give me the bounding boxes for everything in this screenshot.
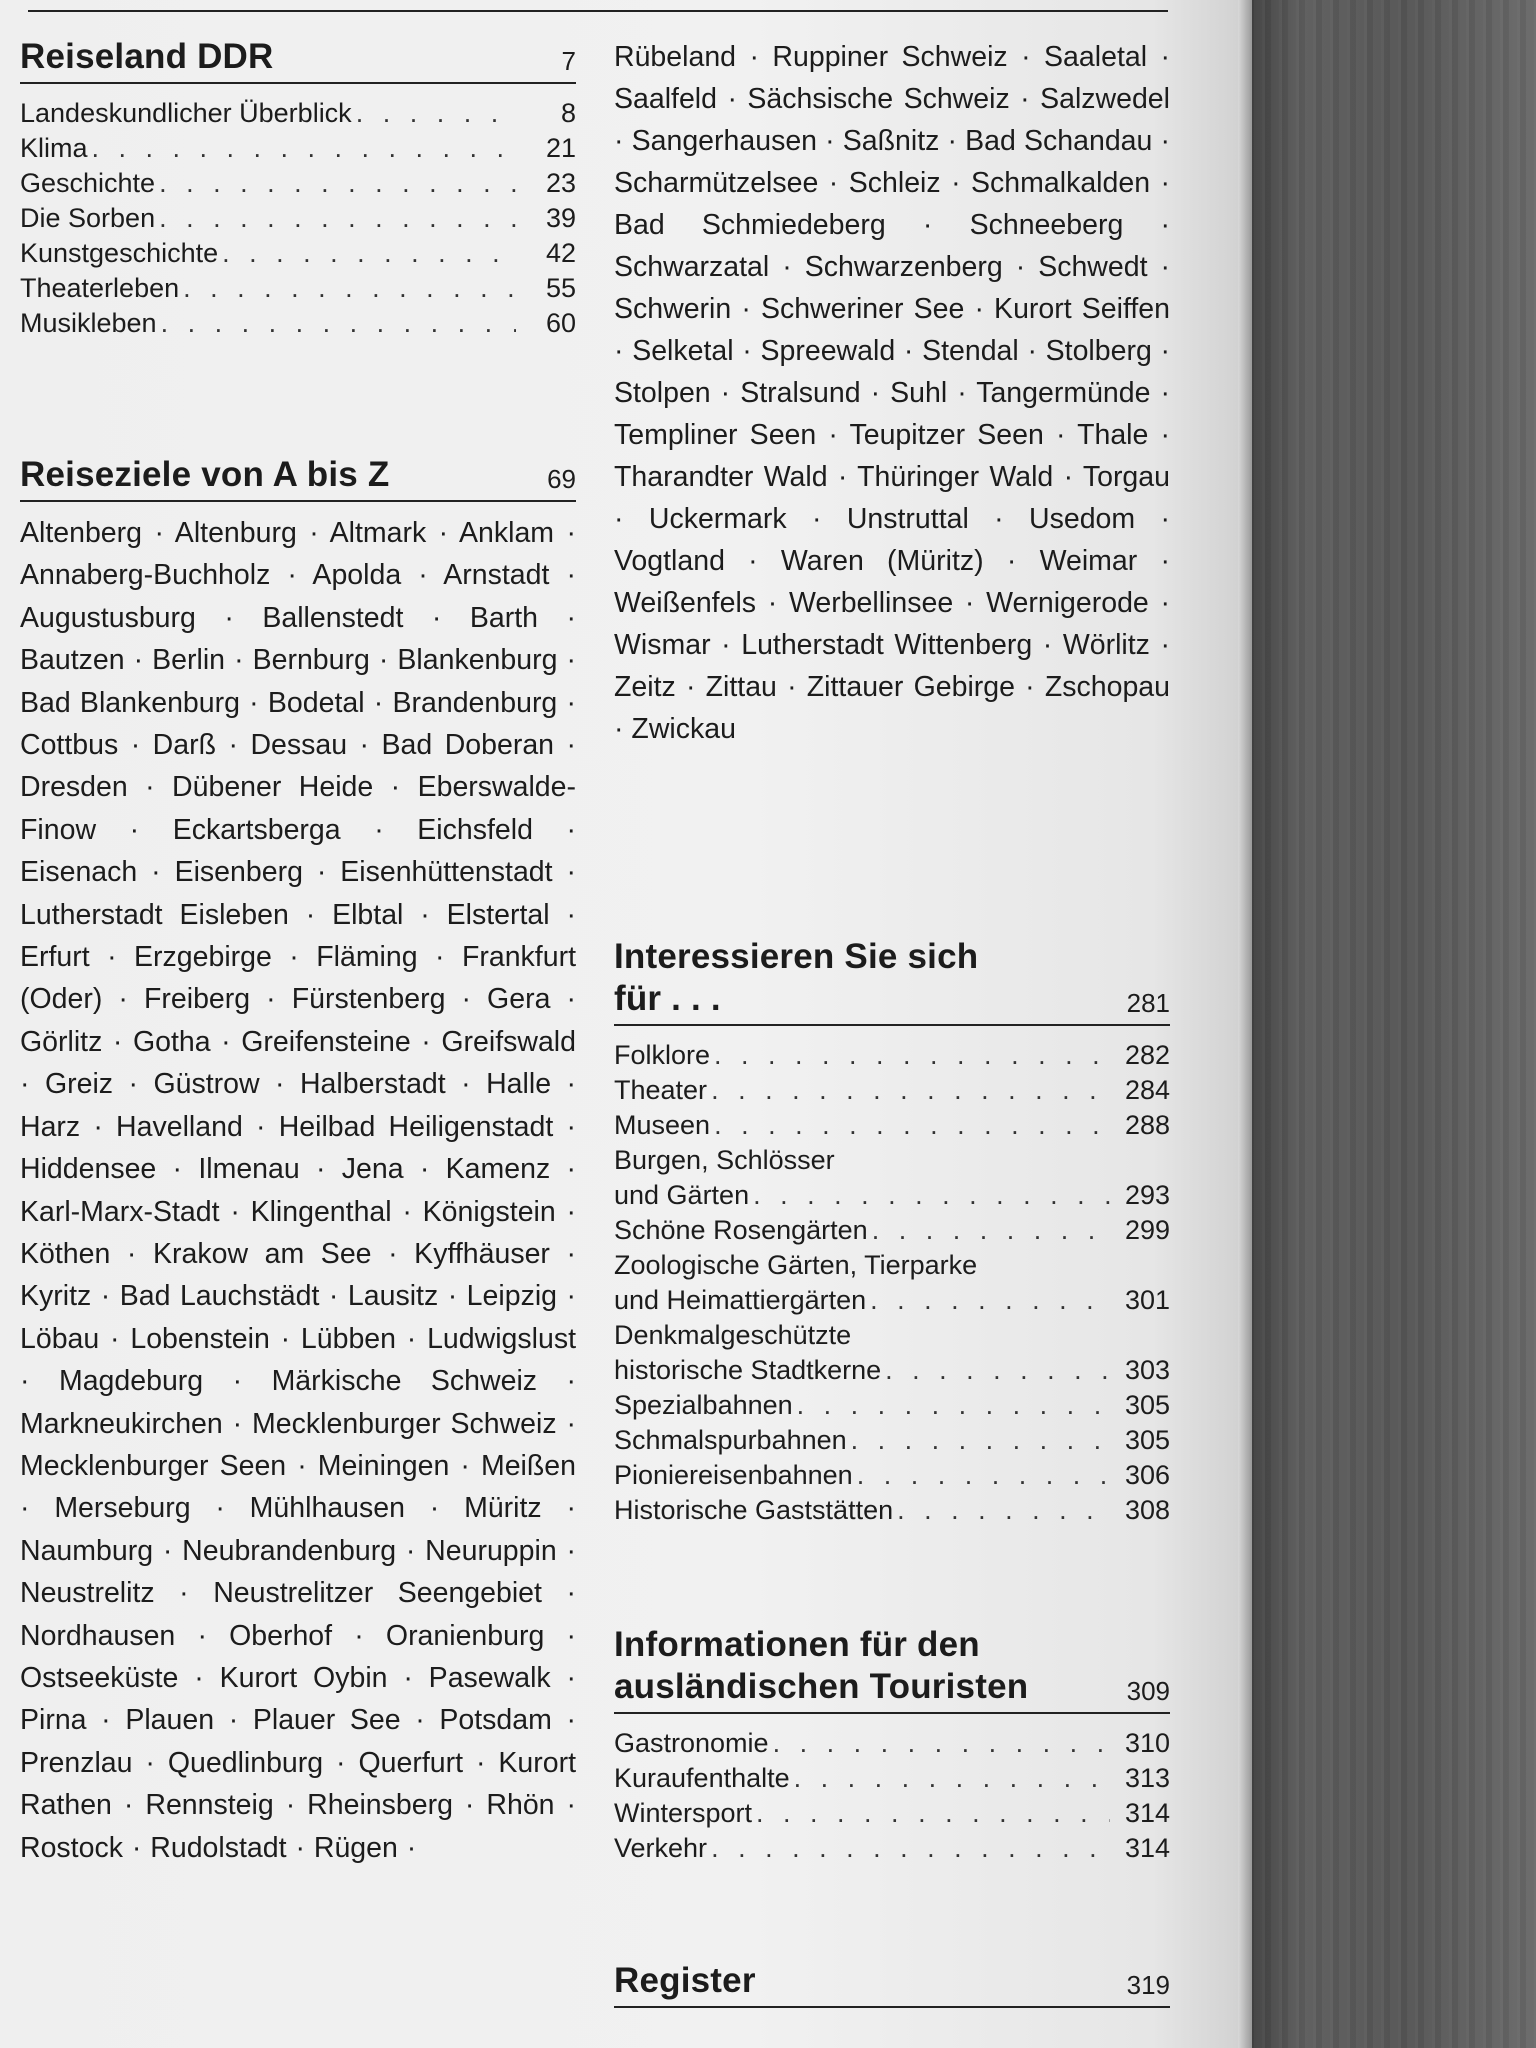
left-column — [20, 36, 576, 1864]
toc-page: 314 — [1124, 1833, 1170, 1863]
toc-label: Folklore — [614, 1040, 711, 1070]
section-register — [614, 1960, 1170, 2008]
section-page-number: 7 — [561, 46, 576, 76]
page-edge — [1238, 0, 1252, 2048]
leader-dots — [753, 1178, 1110, 1213]
toc-page: 299 — [1124, 1215, 1170, 1245]
toc-label: Historische Gaststätten — [614, 1495, 894, 1525]
leader-dots — [857, 1458, 1110, 1493]
toc-label-line: Zoologische Gärten, Tierparke — [614, 1250, 978, 1280]
toc-page: 8 — [560, 98, 576, 128]
toc-entry — [614, 1726, 1170, 1761]
section-title: Register — [614, 1961, 756, 2000]
toc-page: 303 — [1124, 1355, 1170, 1385]
toc-label: Verkehr — [614, 1833, 708, 1863]
section-page-number: 319 — [1126, 1970, 1170, 2000]
leader-dots — [797, 1388, 1110, 1423]
toc-list — [614, 1726, 1170, 1866]
leader-dots — [711, 1831, 1110, 1866]
toc-page: 21 — [545, 133, 576, 163]
leader-dots — [183, 271, 516, 306]
leader-dots — [159, 201, 516, 236]
leader-dots — [356, 96, 516, 131]
leader-dots — [897, 1493, 1110, 1528]
toc-label: und Heimattiergärten — [614, 1285, 867, 1315]
toc-entry — [20, 236, 576, 271]
toc-label: Schöne Rosengärten — [614, 1215, 868, 1245]
section-title: Reiseland DDR — [20, 37, 274, 76]
toc-entry — [614, 1213, 1170, 1248]
top-rule — [28, 10, 1168, 12]
leader-dots — [92, 131, 516, 166]
toc-page: 288 — [1124, 1110, 1170, 1140]
toc-page: 23 — [545, 168, 576, 198]
toc-label: Pioniereisenbahnen — [614, 1460, 853, 1490]
section-title-line: Informationen für den — [614, 1625, 980, 1664]
section-title — [614, 1624, 1028, 1708]
section-header — [614, 1960, 1170, 2008]
toc-entry — [614, 1353, 1170, 1388]
toc-entry — [614, 1388, 1170, 1423]
leader-dots — [794, 1761, 1110, 1796]
toc-label: Geschichte — [20, 168, 156, 198]
leader-dots — [885, 1353, 1110, 1388]
leader-dots — [872, 1213, 1110, 1248]
toc-label: Theater — [614, 1075, 708, 1105]
section-header — [20, 36, 576, 84]
toc-entry — [20, 131, 576, 166]
leader-dots — [161, 306, 516, 341]
section-page-number: 69 — [547, 464, 576, 494]
leader-dots — [711, 1073, 1110, 1108]
toc-label: Schmalspurbahnen — [614, 1425, 847, 1455]
toc-page: 305 — [1124, 1390, 1170, 1420]
toc-list — [20, 96, 576, 341]
toc-entry — [614, 1038, 1170, 1073]
toc-label: Spezialbahnen — [614, 1390, 793, 1420]
toc-label: Kunstgeschichte — [20, 238, 219, 268]
leader-dots — [714, 1038, 1110, 1073]
toc-entry — [20, 271, 576, 306]
section-header — [614, 936, 1170, 1026]
toc-label: Musikleben — [20, 308, 157, 338]
toc-entry — [20, 201, 576, 236]
toc-page: 42 — [545, 238, 576, 268]
toc-label: Museen — [614, 1110, 711, 1140]
toc-entry — [614, 1493, 1170, 1528]
leader-dots — [756, 1796, 1110, 1831]
section-header — [20, 454, 576, 502]
section-title — [614, 936, 978, 1020]
leader-dots — [870, 1283, 1110, 1318]
section-title-line: ausländischen Touristen — [614, 1667, 1029, 1706]
leader-dots — [714, 1108, 1110, 1143]
toc-page: 306 — [1124, 1460, 1170, 1490]
section-informationen — [614, 1624, 1170, 1866]
places-list-left: Altenberg · Altenburg · Altmark · Anklam · Annaberg-Buchholz · Apolda · Arnstadt · Augustusburg · Ballenstedt · Barth · Bautzen · Berlin · Bernburg · Blankenburg · Bad Blankenburg · Bodetal · Brandenburg · Cottbus · Darß · Dessau · Bad Doberan · Dresden · Dübener Heide · Eberswalde-Finow · Eckartsberga · Eichsfeld · Eisenach · Eisenberg · Eisenhüttenstadt · Lutherstadt Eisleben · Elbtal · Elstertal · Erfurt · Erzgebirge · Fläming · Frankfurt (Oder) · Freiberg · Fürstenberg · Gera · Görlitz · Gotha · Greifensteine · Greifswald · Greiz · Güstrow · Halberstadt · Halle · Harz · Havelland · Heilbad Heiligenstadt · Hiddensee · Ilmenau · Jena · Kamenz · Karl-Marx-Stadt · Klingenthal · Königstein · Köthen · Krakow am See · Kyffhäuser · Kyritz · Bad Lauchstädt · Lausitz · Leipzig · Löbau · Lobenstein · Lübben · Ludwigslust · Magdeburg · Märkische Schweiz · Markneukirchen · Mecklenburger Schweiz · Mecklenburger Seen · Meiningen · Meißen · Merseburg · Mühlhausen · Müritz · Naumburg · Neubrandenburg · Neuruppin · Neustrelitz · Neustrelitzer Seengebiet · Nordhausen · Oberhof · Oranienburg · Ostseeküste · Kurort Oybin · Pasewalk · Pirna · Plauen · Plauer See · Potsdam · Prenzlau · Quedlinburg · Querfurt · Kurort Rathen · Rennsteig · Rheinsberg · Rhön · Rostock · Rudolstadt · Rügen · — [20, 517, 576, 1864]
leader-dots — [159, 166, 516, 201]
toc-page: 284 — [1124, 1075, 1170, 1105]
section-reiseland — [20, 36, 576, 341]
toc-label-line: Burgen, Schlösser — [614, 1145, 835, 1175]
toc-page: 55 — [545, 273, 576, 303]
toc-entry — [20, 306, 576, 341]
toc-list — [614, 1038, 1170, 1528]
toc-entry — [20, 166, 576, 201]
toc-entry — [614, 1423, 1170, 1458]
right-column — [614, 36, 1170, 2000]
toc-page: 301 — [1124, 1285, 1170, 1315]
section-page-number: 281 — [1126, 988, 1170, 1018]
toc-label: und Gärten — [614, 1180, 750, 1210]
places-list-right: Rübeland · Ruppiner Schweiz · Saaletal · Saalfeld · Sächsische Schweiz · Salzwedel · Sangerhausen · Saßnitz · Bad Schandau · Scharmützelsee · Schleiz · Schmalkalden · Bad Schmiedeberg · Schneeberg · Schwarzatal · Schwarzenberg · Schwedt · Schwerin · Schweriner See · Kurort Seiffen · Selketal · Spreewald · Stendal · Stolberg · Stolpen · Stralsund · Suhl · Tangermünde · Templiner Seen · Teupitzer Seen · Thale · Tharandter Wald · Thüringer Wald · Torgau · Uckermark · Unstruttal · Usedom · Vogtland · Waren (Müritz) · Weimar · Weißenfels · Werbellinsee · Wernigerode · Wismar · Lutherstadt Wittenberg · Wörlitz · Zeitz · Zittau · Zittauer Gebirge · Zschopau · Zwickau — [614, 41, 1170, 745]
toc-page: 305 — [1124, 1425, 1170, 1455]
toc-entry — [614, 1178, 1170, 1213]
leader-dots — [773, 1726, 1110, 1761]
leader-dots — [851, 1423, 1110, 1458]
toc-entry — [614, 1796, 1170, 1831]
section-title: Reiseziele von A bis Z — [20, 455, 390, 494]
section-page-number: 309 — [1126, 1676, 1170, 1706]
toc-page: 308 — [1124, 1495, 1170, 1525]
toc-entry — [614, 1761, 1170, 1796]
section-header — [614, 1624, 1170, 1714]
toc-entry — [614, 1283, 1170, 1318]
section-title-line: für . . . — [614, 979, 721, 1018]
toc-label: Die Sorben — [20, 203, 156, 233]
toc-page: 313 — [1124, 1763, 1170, 1793]
section-title-line: Interessieren Sie sich — [614, 937, 979, 976]
toc-page: 39 — [545, 203, 576, 233]
toc-entry — [20, 96, 576, 131]
section-reiseziele — [20, 454, 576, 1869]
toc-page: 293 — [1124, 1180, 1170, 1210]
toc-label: Landeskundlicher Überblick — [20, 98, 352, 128]
toc-label-line: Denkmalgeschützte — [614, 1320, 852, 1350]
toc-entry — [614, 1831, 1170, 1866]
toc-page: 314 — [1124, 1798, 1170, 1828]
toc-entry — [614, 1108, 1170, 1143]
toc-label: Klima — [20, 133, 88, 163]
toc-label: Gastronomie — [614, 1728, 769, 1758]
toc-entry — [614, 1458, 1170, 1493]
section-interessieren — [614, 936, 1170, 1528]
toc-page: 310 — [1124, 1728, 1170, 1758]
toc-label: Wintersport — [614, 1798, 753, 1828]
toc-page: 60 — [545, 308, 576, 338]
toc-entry — [614, 1073, 1170, 1108]
toc-page: 282 — [1124, 1040, 1170, 1070]
leader-dots — [222, 236, 516, 271]
toc-label: historische Stadtkerne — [614, 1355, 882, 1385]
toc-label: Theaterleben — [20, 273, 180, 303]
toc-label: Kuraufenthalte — [614, 1763, 790, 1793]
wood-background — [1245, 0, 1536, 2048]
